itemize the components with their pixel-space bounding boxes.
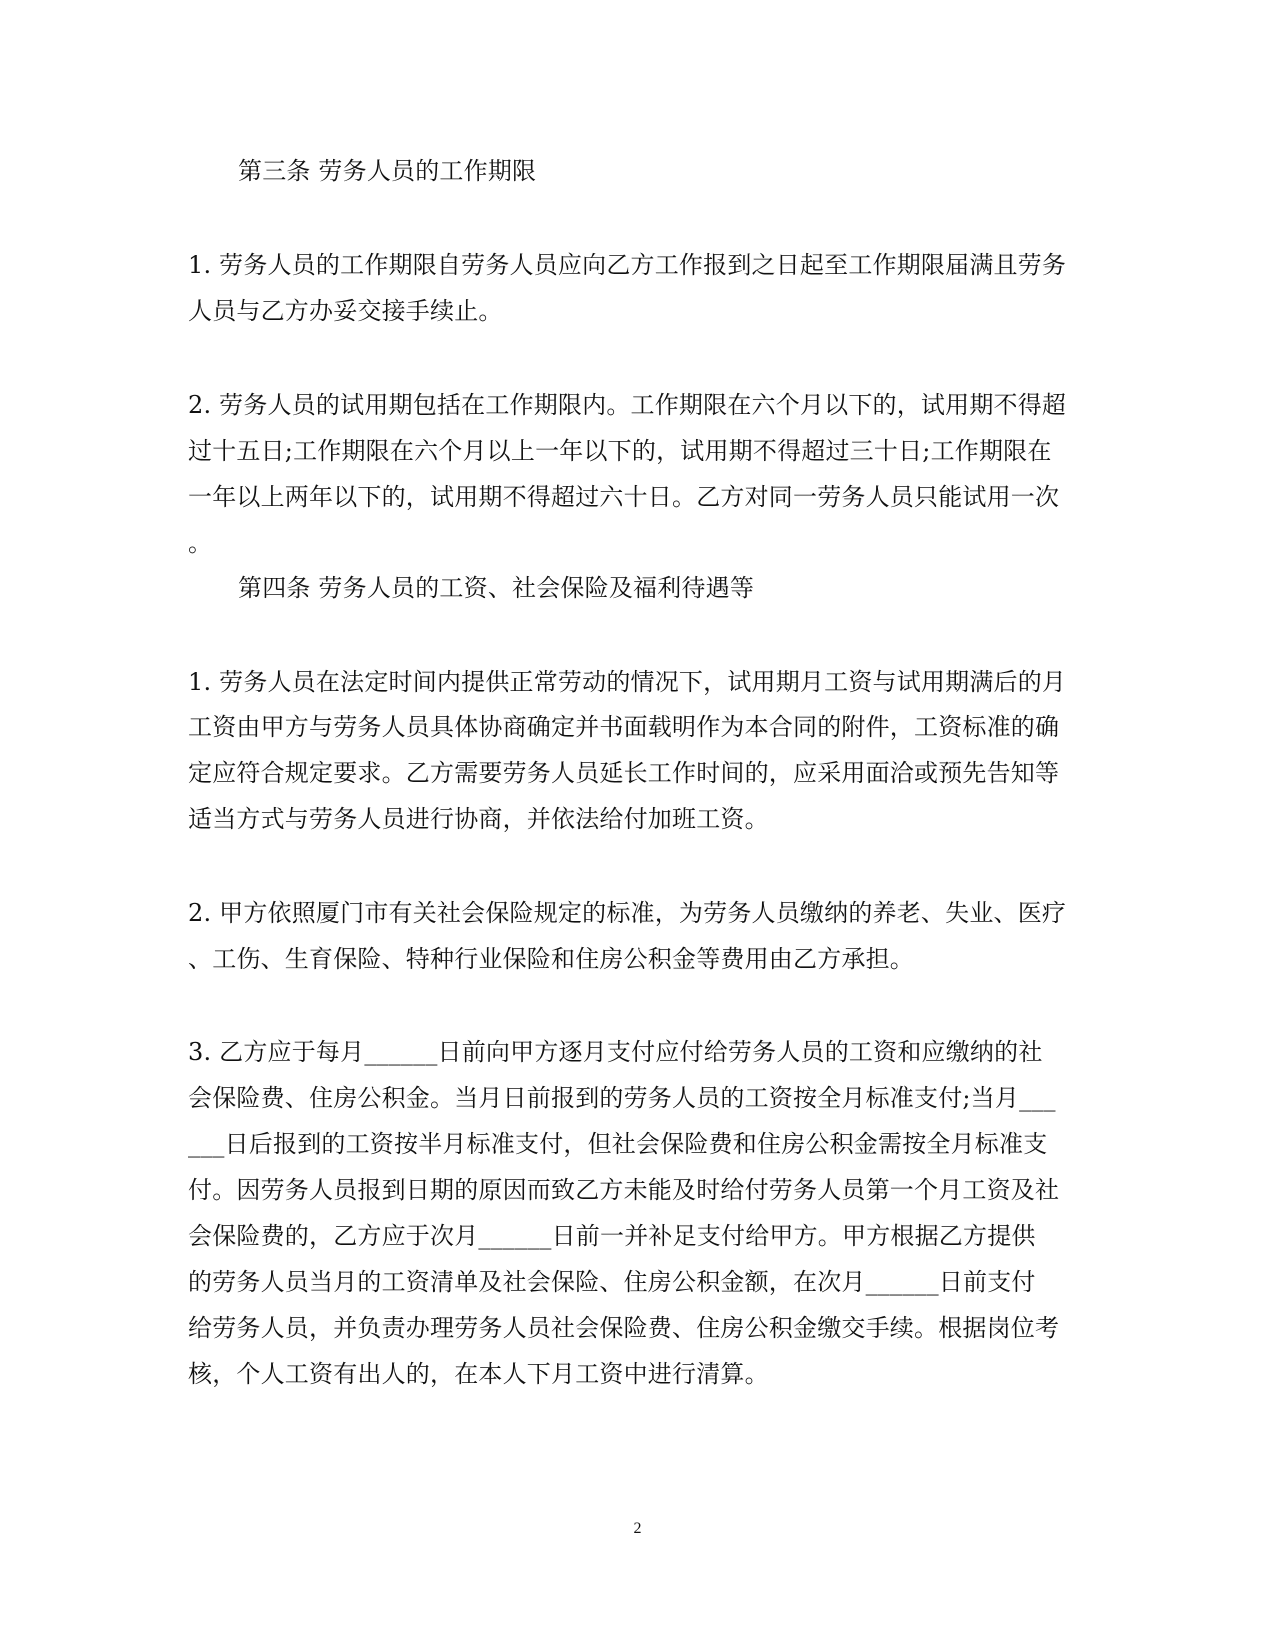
page-number: 2 — [633, 1520, 642, 1537]
article-3-item-2-line-2: 过十五日;工作期限在六个月以上一年以下的，试用期不得超过三十日;工作期限在 — [188, 437, 1052, 465]
article-4-item-3-line-2: 会保险费、住房公积金。当月日前报到的劳务人员的工资按全月标准支付;当月___ — [188, 1084, 1056, 1112]
article-4-item-3-line-6: 的劳务人员当月的工资清单及社会保险、住房公积金额，在次月______日前支付 — [188, 1268, 1036, 1296]
article-4-item-1-line-3: 定应符合规定要求。乙方需要劳务人员延长工作时间的，应采用面洽或预先告知等 — [188, 759, 1060, 787]
article-4-heading: 第四条 劳务人员的工资、社会保险及福利待遇等 — [238, 574, 755, 602]
article-3-item-2-line-4: 。 — [188, 529, 213, 557]
article-4-item-1-line-2: 工资由甲方与劳务人员具体协商确定并书面载明作为本合同的附件，工资标准的确 — [188, 713, 1060, 741]
article-4-item-2-line-2: 、工伤、生育保险、特种行业保险和住房公积金等费用由乙方承担。 — [188, 945, 914, 973]
article-4-item-3-line-3: ___日后报到的工资按半月标准支付，但社会保险费和住房公积金需按全月标准支 — [188, 1130, 1048, 1158]
article-3-item-1-line-1: 1. 劳务人员的工作期限自劳务人员应向乙方工作报到之日起至工作期限届满且劳务 — [188, 251, 1067, 279]
article-4-item-3-line-5: 会保险费的，乙方应于次月______日前一并补足支付给甲方。甲方根据乙方提供 — [188, 1222, 1036, 1250]
article-3-item-2-line-1: 2. 劳务人员的试用期包括在工作期限内。工作期限在六个月以下的，试用期不得超 — [188, 391, 1067, 419]
article-3-item-2-line-3: 一年以上两年以下的，试用期不得超过六十日。乙方对同一劳务人员只能试用一次 — [188, 483, 1060, 511]
article-4-item-1-line-1: 1. 劳务人员在法定时间内提供正常劳动的情况下，试用期月工资与试用期满后的月 — [188, 668, 1067, 696]
article-4-item-1-line-4: 适当方式与劳务人员进行协商，并依法给付加班工资。 — [188, 805, 769, 833]
article-4-item-3-line-7: 给劳务人员，并负责办理劳务人员社会保险费、住房公积金缴交手续。根据岗位考 — [188, 1314, 1060, 1342]
article-4-item-3-line-1: 3. 乙方应于每月______日前向甲方逐月支付应付给劳务人员的工资和应缴纳的社 — [188, 1038, 1043, 1066]
article-4-item-2-line-1: 2. 甲方依照厦门市有关社会保险规定的标准，为劳务人员缴纳的养老、失业、医疗 — [188, 899, 1067, 927]
article-3-heading: 第三条 劳务人员的工作期限 — [238, 157, 537, 185]
article-4-item-3-line-8: 核，个人工资有出人的，在本人下月工资中进行清算。 — [188, 1360, 769, 1388]
article-4-item-3-line-4: 付。因劳务人员报到日期的原因而致乙方未能及时给付劳务人员第一个月工资及社 — [188, 1176, 1060, 1204]
article-3-item-1-line-2: 人员与乙方办妥交接手续止。 — [188, 297, 503, 325]
